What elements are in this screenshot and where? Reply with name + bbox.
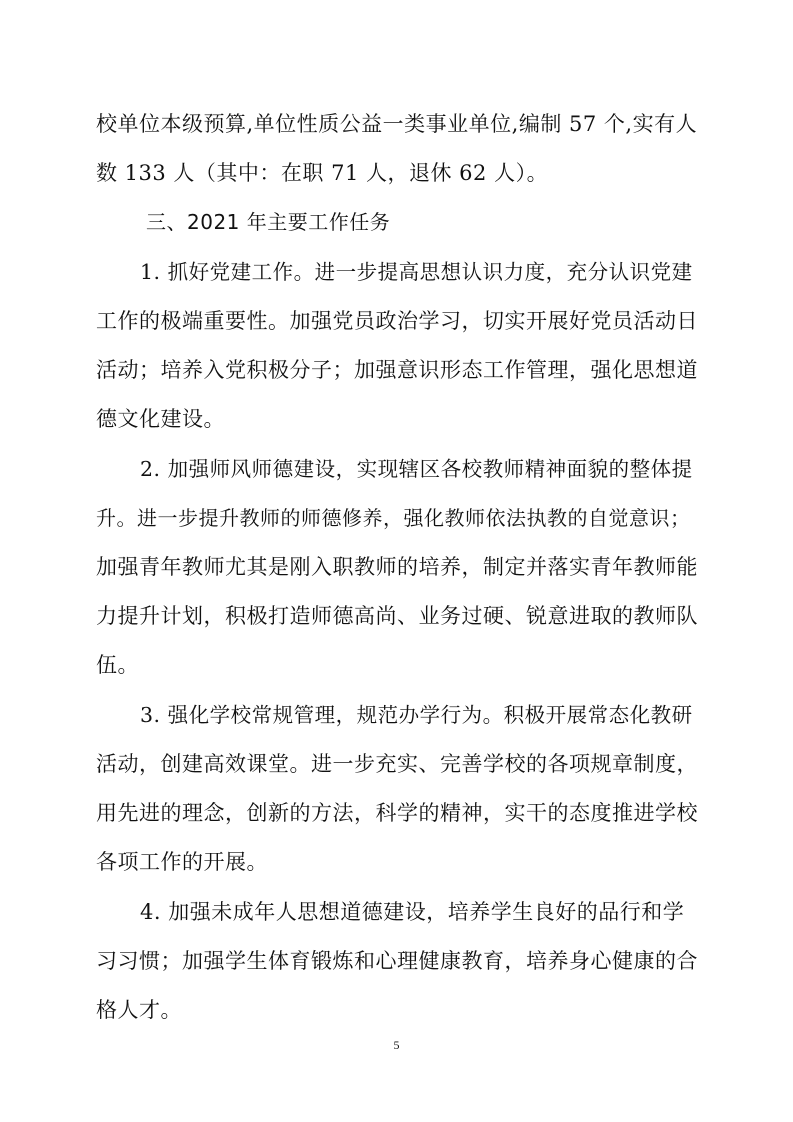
page-number: 5 <box>393 1038 400 1052</box>
text-line: 校单位本级预算,单位性质公益一类事业单位,编制 57 个,实有人 <box>96 112 698 136</box>
text-line: 3. 强化学校常规管理，规范办学行为。积极开展常态化教研 <box>140 703 693 727</box>
text-line: 习习惯；加强学生体育锻炼和心理健康教育，培养身心健康的合 <box>96 949 698 973</box>
text-line: 工作的极端重要性。加强党员政治学习，切实开展好党员活动日 <box>96 309 698 333</box>
text-line: 用先进的理念，创新的方法，科学的精神，实干的态度推进学校 <box>96 801 698 825</box>
text-line: 4. 加强未成年人思想道德建设，培养学生良好的品行和学 <box>140 900 685 924</box>
text-line: 升。进一步提升教师的师德修养，强化教师依法执教的自觉意识； <box>96 506 691 530</box>
text-line: 力提升计划，积极打造师德高尚、业务过硬、锐意进取的教师队 <box>96 604 698 628</box>
text-line: 1. 抓好党建工作。进一步提高思想认识力度，充分认识党建 <box>140 260 693 284</box>
text-line: 数 133 人（其中：在职 71 人，退休 62 人）。 <box>96 161 549 185</box>
text-line: 2. 加强师风师德建设，实现辖区各校教师精神面貌的整体提 <box>140 457 693 481</box>
text-line: 活动，创建高效课堂。进一步充实、完善学校的各项规章制度， <box>96 752 698 776</box>
text-line: 加强青年教师尤其是刚入职教师的培养，制定并落实青年教师能 <box>96 555 698 579</box>
text-line: 格人才。 <box>96 998 182 1022</box>
text-line: 伍。 <box>96 653 139 677</box>
text-line: 活动；培养入党积极分子；加强意识形态工作管理，强化思想道 <box>96 358 698 382</box>
text-line: 德文化建设。 <box>96 407 225 431</box>
section-heading: 三、2021 年主要工作任务 <box>146 210 391 234</box>
text-line: 各项工作的开展。 <box>96 850 268 874</box>
